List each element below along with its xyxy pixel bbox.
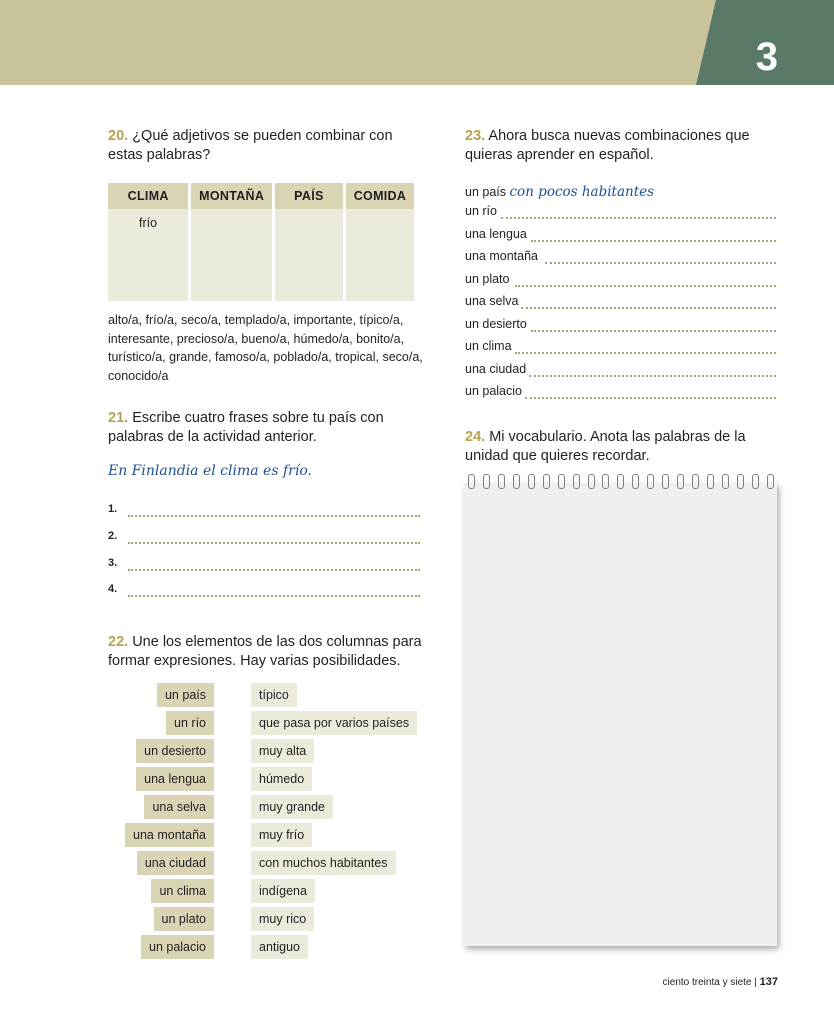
ex20-number: 20.: [108, 128, 129, 144]
spiral-ring-icon: [558, 474, 565, 489]
ex21-line-3[interactable]: [108, 557, 420, 573]
ex21-line-2[interactable]: [108, 530, 420, 546]
ex20-text: ¿Qué adjetivos se pueden combinar con estas palabras?: [108, 128, 393, 163]
ex23-label: un clima: [465, 339, 512, 353]
line-number: 2.: [108, 530, 118, 542]
answer-dots: [529, 375, 776, 377]
ex23-item-plato[interactable]: [465, 272, 776, 290]
left-chip-clima[interactable]: un clima: [151, 879, 214, 903]
ex23-instruction: [465, 127, 765, 165]
answer-dots: [515, 352, 776, 354]
ex23-label: una selva: [465, 294, 519, 308]
spiral-ring-icon: [498, 474, 505, 489]
answer-dots: [531, 330, 776, 332]
answer-dots: [128, 595, 420, 597]
right-chip-muy-alta[interactable]: muy alta: [251, 739, 314, 763]
spiral-ring-icon: [483, 474, 490, 489]
left-chip-rio[interactable]: un río: [166, 711, 214, 735]
right-chip-humedo[interactable]: húmedo: [251, 767, 312, 791]
answer-dots: [501, 217, 776, 219]
ex21-line-4[interactable]: [108, 583, 420, 599]
spiral-ring-icon: [692, 474, 699, 489]
answer-dots: [128, 542, 420, 544]
spiral-ring-icon: [647, 474, 654, 489]
left-chip-desierto[interactable]: un desierto: [136, 739, 214, 763]
answer-dots: [515, 285, 776, 287]
ex21-line-1[interactable]: [108, 503, 420, 519]
right-chip-tipico[interactable]: típico: [251, 683, 297, 707]
spiral-ring-icon: [707, 474, 714, 489]
spiral-ring-icon: [662, 474, 669, 489]
ex23-label: una lengua: [465, 227, 527, 241]
unit-number: 3: [755, 35, 778, 79]
ex23-label: una montaña: [465, 249, 538, 263]
ex24-instruction: [465, 428, 765, 466]
spiral-ring-icon: [543, 474, 550, 489]
spiral-ring-icon: [513, 474, 520, 489]
ex22-instruction: [108, 633, 428, 671]
right-chip-muchos-habitantes[interactable]: con muchos habitantes: [251, 851, 396, 875]
left-chip-plato[interactable]: un plato: [154, 907, 214, 931]
ex24-text: Mi vocabulario. Anota las palabras de la unidad que quieres recordar.: [465, 429, 746, 464]
ex23-example: [465, 184, 654, 200]
cell-pais[interactable]: [275, 209, 343, 301]
cell-clima[interactable]: [108, 209, 188, 301]
ex21-instruction: [108, 409, 408, 447]
ex23-label: una ciudad: [465, 362, 527, 376]
spiral-ring-icon: [752, 474, 759, 489]
spiral-ring-icon: [722, 474, 729, 489]
line-number: 3.: [108, 557, 118, 569]
ex23-item-rio[interactable]: [465, 204, 776, 222]
right-chip-indigena[interactable]: indígena: [251, 879, 315, 903]
left-chip-lengua[interactable]: una lengua: [136, 767, 214, 791]
right-chip-antiguo[interactable]: antiguo: [251, 935, 308, 959]
page-footer: [663, 976, 778, 988]
ex21-text: Escribe cuatro frases sobre tu país con palabras de la actividad anterior.: [108, 410, 384, 445]
spiral-ring-icon: [632, 474, 639, 489]
ex23-label: un río: [465, 204, 497, 218]
answer-dots: [128, 569, 420, 571]
ex23-item-selva[interactable]: [465, 294, 776, 312]
answer-dots: [521, 307, 776, 309]
spiral-ring-icon: [677, 474, 684, 489]
notebook-spiral: [468, 474, 774, 494]
spiral-ring-icon: [588, 474, 595, 489]
answer-dots: [545, 262, 776, 264]
ex23-item-ciudad[interactable]: [465, 362, 776, 380]
spiral-ring-icon: [767, 474, 774, 489]
col-montana: MONTAÑA: [191, 183, 271, 209]
footer-text: ciento treinta y siete |: [662, 977, 757, 988]
ex20-instruction: [108, 127, 408, 165]
cell-montana[interactable]: [191, 209, 271, 301]
answer-dots: [525, 397, 776, 399]
ex20-example: frío: [139, 216, 158, 230]
ex23-label: un palacio: [465, 384, 522, 398]
col-pais: PAÍS: [275, 183, 343, 209]
cell-comida[interactable]: [346, 209, 414, 301]
ex24-number: 24.: [465, 429, 486, 445]
ex23-item-palacio[interactable]: [465, 384, 776, 402]
ex23-text: Ahora busca nuevas combinaciones que quieras aprender en español.: [465, 128, 750, 163]
col-comida: COMIDA: [346, 183, 414, 209]
spiral-ring-icon: [602, 474, 609, 489]
spiral-ring-icon: [528, 474, 535, 489]
spiral-ring-icon: [573, 474, 580, 489]
ex23-item-montana[interactable]: [465, 249, 776, 267]
answer-dots: [128, 515, 420, 517]
answer-dots: [531, 240, 776, 242]
spiral-ring-icon: [617, 474, 624, 489]
spiral-ring-icon: [737, 474, 744, 489]
ex22-number: 22.: [108, 634, 129, 650]
left-chip-montana[interactable]: una montaña: [125, 823, 214, 847]
vocabulary-notebook[interactable]: [464, 483, 777, 946]
ex20-word-bank: alto/a, frío/a, seco/a, templado/a, importante, típico/a, interesante, precioso/a, bueno/a, húmedo/a, bonito/a, turístico/a, grande, famoso/a, poblado/a, tropical, seco/a, conocido/a: [108, 313, 423, 383]
ex23-example-answer: con pocos habitantes: [509, 184, 655, 200]
ex23-label: un desierto: [465, 317, 527, 331]
ex21-example: En Finlandia el clima es frío.: [108, 463, 312, 479]
ex23-label: un plato: [465, 272, 510, 286]
left-chip-selva[interactable]: una selva: [144, 795, 214, 819]
ex23-item-lengua[interactable]: [465, 227, 776, 245]
right-chip-muy-rico[interactable]: muy rico: [251, 907, 314, 931]
spiral-ring-icon: [468, 474, 475, 489]
ex23-item-clima[interactable]: [465, 339, 776, 357]
ex23-number: 23.: [465, 128, 486, 144]
page-number: 137: [759, 976, 778, 988]
line-number: 4.: [108, 583, 118, 595]
ex20-table: [105, 183, 417, 301]
right-chip-muy-grande[interactable]: muy grande: [251, 795, 333, 819]
left-chip-palacio[interactable]: un palacio: [141, 935, 214, 959]
left-chip-pais[interactable]: un país: [157, 683, 214, 707]
ex21-number: 21.: [108, 410, 129, 426]
right-chip-muy-frio[interactable]: muy frío: [251, 823, 312, 847]
left-chip-ciudad[interactable]: una ciudad: [137, 851, 214, 875]
line-number: 1.: [108, 503, 118, 515]
ex23-item-desierto[interactable]: [465, 317, 776, 335]
right-chip-varios-paises[interactable]: que pasa por varios países: [251, 711, 417, 735]
ex23-example-label: un país: [465, 185, 507, 199]
ex22-text: Une los elementos de las dos columnas para formar expresiones. Hay varias posibilidades.: [108, 634, 422, 669]
col-clima: CLIMA: [108, 183, 188, 209]
